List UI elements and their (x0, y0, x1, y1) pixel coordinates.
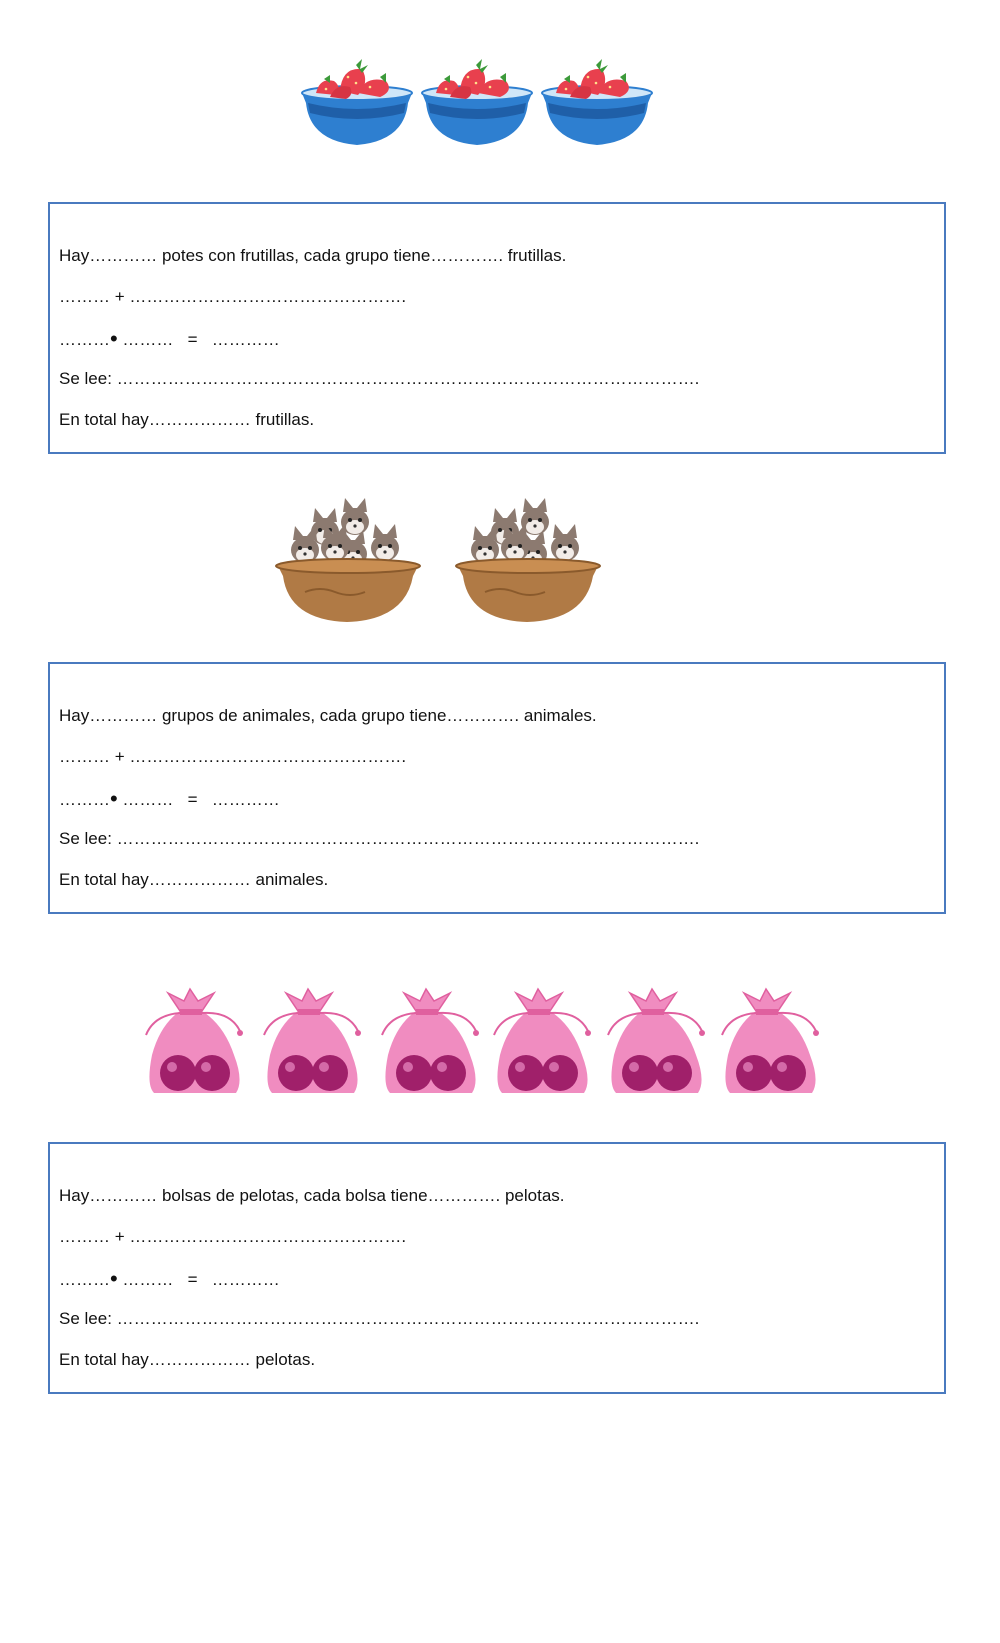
bag-6 (722, 989, 819, 1093)
multiplication-line (59, 1268, 280, 1290)
question-line: Hay………… bolsas de pelotas, cada bolsa tiene…………. pelotas. (59, 1186, 565, 1205)
multiply-dot: • (110, 326, 118, 351)
exercise-box-balls (48, 1142, 946, 1394)
bag-2 (264, 989, 361, 1093)
product-blank: ……… = ………… (117, 330, 280, 349)
multiply-dot: • (110, 786, 118, 811)
multiply-dot: • (110, 1266, 118, 1291)
multiplication-line (59, 788, 280, 810)
bowl-2 (422, 59, 532, 145)
bag-3 (382, 989, 479, 1093)
exercise-box-strawberries (48, 202, 946, 454)
product-blank: ……… = ………… (117, 1270, 280, 1289)
animal-baskets-illustration (275, 492, 615, 632)
bowl-3 (542, 59, 652, 145)
reading-line: Se lee: …………………………………………………………………………………………. (59, 369, 700, 388)
basket-1 (276, 498, 420, 622)
strawberry-bowls-illustration (300, 55, 660, 155)
factor-blank: ……… (59, 1270, 110, 1289)
total-line: En total hay……………… pelotas. (59, 1350, 316, 1369)
addition-line: ……… + …………………………………………. (59, 1227, 407, 1246)
bag-5 (608, 989, 705, 1093)
ball-bags-illustration (140, 985, 860, 1100)
total-line: En total hay……………… animales. (59, 870, 329, 889)
exercise-box-animals (48, 662, 946, 914)
bag-4 (494, 989, 591, 1093)
addition-line: ……… + …………………………………………. (59, 747, 407, 766)
reading-line: Se lee: …………………………………………………………………………………………. (59, 829, 700, 848)
question-line: Hay………… grupos de animales, cada grupo tiene…………. animales. (59, 706, 597, 725)
basket-2 (456, 498, 600, 622)
bowl-1 (302, 59, 412, 145)
question-line: Hay………… potes con frutillas, cada grupo tiene…………. frutillas. (59, 246, 567, 265)
bag-1 (146, 989, 243, 1093)
factor-blank: ……… (59, 330, 110, 349)
multiplication-line (59, 328, 280, 350)
total-line: En total hay……………… frutillas. (59, 410, 315, 429)
factor-blank: ……… (59, 790, 110, 809)
product-blank: ……… = ………… (117, 790, 280, 809)
reading-line: Se lee: …………………………………………………………………………………………. (59, 1309, 700, 1328)
addition-line: ……… + …………………………………………. (59, 287, 407, 306)
